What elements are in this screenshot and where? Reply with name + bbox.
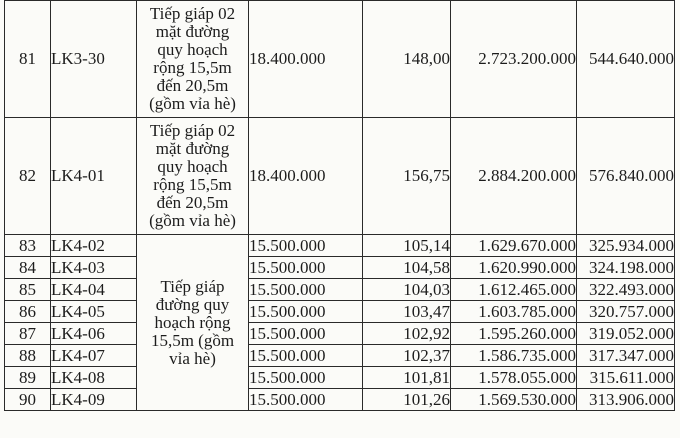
location-line: Tiếp giáp 02 [149,121,236,140]
lot-code: LK4-01 [51,118,137,235]
deposit: 315.611.000 [577,367,675,389]
unit-price: 18.400.000 [249,118,363,235]
deposit: 313.906.000 [577,389,675,411]
table-row [5,118,675,235]
row-number: 87 [5,323,51,345]
location-line: (gồm vỉa hè) [149,94,236,113]
location-line: (gồm vỉa hè) [149,211,236,230]
unit-price: 15.500.000 [249,367,363,389]
location-line: đường quy [155,294,230,314]
location-line: rộng 15,5m [153,58,232,77]
location-line: đến 20,5m [156,76,229,95]
table-row [5,367,675,389]
unit-price: 15.500.000 [249,301,363,323]
deposit: 576.840.000 [577,118,675,235]
table-row [5,279,675,301]
table-row [5,235,675,257]
total-price: 1.578.055.000 [451,367,577,389]
location-line: mặt đường [155,22,230,41]
location-description [137,118,249,235]
total-price: 1.569.530.000 [451,389,577,411]
total-price: 1.586.735.000 [451,345,577,367]
location-line: quy hoạch [157,157,228,176]
location-line: quy hoạch [157,40,228,59]
unit-price: 18.400.000 [249,1,363,118]
lot-code: LK3-30 [51,1,137,118]
location-line: mặt đường [155,139,230,158]
table-row [5,1,675,118]
area: 105,14 [363,235,451,257]
lot-code: LK4-08 [51,367,137,389]
total-price: 2.884.200.000 [451,118,577,235]
row-number: 90 [5,389,51,411]
location-line: rộng 15,5m [153,175,232,194]
lot-code: LK4-03 [51,257,137,279]
row-number: 84 [5,257,51,279]
unit-price: 15.500.000 [249,323,363,345]
row-number: 88 [5,345,51,367]
lot-code: LK4-06 [51,323,137,345]
unit-price: 15.500.000 [249,235,363,257]
deposit: 317.347.000 [577,345,675,367]
total-price: 2.723.200.000 [451,1,577,118]
area: 102,37 [363,345,451,367]
location-line: Tiếp giáp [160,276,225,296]
area: 101,81 [363,367,451,389]
table-row [5,345,675,367]
area: 103,47 [363,301,451,323]
area: 148,00 [363,1,451,118]
location-line: vỉa hè) [169,348,216,368]
location-line: hoạch rộng [154,312,231,332]
unit-price: 15.500.000 [249,279,363,301]
table-row [5,323,675,345]
shared-location-description [137,235,249,411]
lot-code: LK4-05 [51,301,137,323]
row-number: 82 [5,118,51,235]
unit-price: 15.500.000 [249,345,363,367]
table-row [5,257,675,279]
location-line: đến 20,5m [156,193,229,212]
total-price: 1.595.260.000 [451,323,577,345]
lot-code: LK4-04 [51,279,137,301]
total-price: 1.620.990.000 [451,257,577,279]
total-price: 1.612.465.000 [451,279,577,301]
deposit: 320.757.000 [577,301,675,323]
lot-code: LK4-02 [51,235,137,257]
deposit: 325.934.000 [577,235,675,257]
location-line: Tiếp giáp 02 [149,4,236,23]
lot-code: LK4-09 [51,389,137,411]
row-number: 89 [5,367,51,389]
deposit: 322.493.000 [577,279,675,301]
row-number: 86 [5,301,51,323]
area: 104,03 [363,279,451,301]
row-number: 81 [5,1,51,118]
table-row [5,389,675,411]
area: 102,92 [363,323,451,345]
area: 156,75 [363,118,451,235]
unit-price: 15.500.000 [249,389,363,411]
land-lot-table [4,0,675,411]
location-line: 15,5m (gồm [150,330,235,350]
deposit: 544.640.000 [577,1,675,118]
row-number: 85 [5,279,51,301]
deposit: 324.198.000 [577,257,675,279]
total-price: 1.603.785.000 [451,301,577,323]
lot-code: LK4-07 [51,345,137,367]
location-description [137,1,249,118]
unit-price: 15.500.000 [249,257,363,279]
table-row [5,301,675,323]
total-price: 1.629.670.000 [451,235,577,257]
area: 104,58 [363,257,451,279]
area: 101,26 [363,389,451,411]
row-number: 83 [5,235,51,257]
deposit: 319.052.000 [577,323,675,345]
